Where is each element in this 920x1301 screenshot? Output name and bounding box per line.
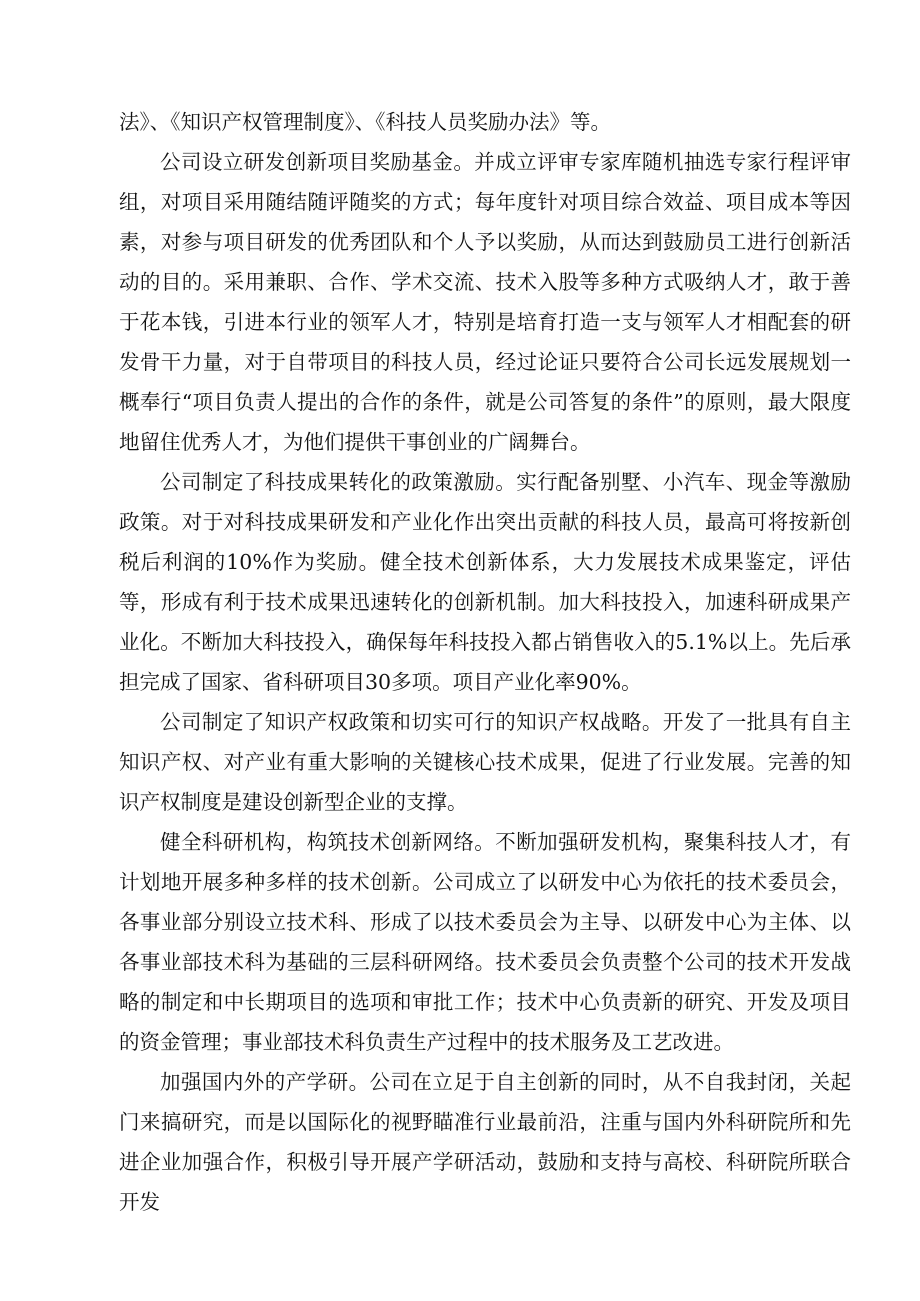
paragraph-rd-reward-fund: 公司设立研发创新项目奖励基金。并成立评审专家库随机抽选专家行程评审组，对项目采用随结随评随奖的方式；每年度针对项目综合效益、项目成本等因素，对参与项目研发的优秀团队和个人予以奖励，从而达到鼓励员工进行创新活动的目的。采用兼职、合作、学术交流、技术入股等多种方式吸纳人才，敢于善于花本钱，引进本行业的领军人才，特别是培育打造一支与领军人才相配套的研发骨干力量，对于自带项目的科技人员，经过论证只要符合公司长远发展规划一概奉行“项目负责人提出的合作的条件，就是公司答复的条件”的原则，最大限度地留住优秀人才，为他们提供干事创业的广阔舞台。 xyxy=(119,150,851,454)
paragraph-tech-transfer-incentives: 公司制定了科技成果转化的政策激励。实行配备别墅、小汽车、现金等激励政策。对于对科技成果研发和产业化作出突出贡献的科技人员，最高可将按新创税后利润的10%作为奖励。健全技术创新体系，大力发展技术成果鉴定，评估等，形成有利于技术成果迅速转化的创新机制。加大科技投入，加速科研成果产业化。不断加大科技投入，确保每年科技投入都占销售收入的5.1%以上。先后承担完成了国家、省科研项目30多项。项目产业化率90%。 xyxy=(119,470,851,694)
paragraph-ip-strategy: 公司制定了知识产权政策和切实可行的知识产权战略。开发了一批具有自主知识产权、对产业有重大影响的关键核心技术成果，促进了行业发展。完善的知识产权制度是建设创新型企业的支撑。 xyxy=(119,710,851,814)
paragraph-continuation: 法》、《知识产权管理制度》、《科技人员奖励办法》等。 xyxy=(119,110,611,134)
paragraph-research-network: 健全科研机构，构筑技术创新网络。不断加强研发机构，聚集科技人才，有计划地开展多种多样的技术创新。公司成立了以研发中心为依托的技术委员会，各事业部分别设立技术科、形成了以技术委员会为主导、以研发中心为主体、以各事业部技术科为基础的三层科研网络。技术委员会负责整个公司的技术开发战略的制定和中长期项目的选项和审批工作；技术中心负责新的研究、开发及项目的资金管理；事业部技术科负责生产过程中的技术服务及工艺改进。 xyxy=(119,830,851,1054)
paragraph-industry-university-research: 加强国内外的产学研。公司在立足于自主创新的同时，从不自我封闭，关起门来搞研究，而是以国际化的视野瞄准行业最前沿，注重与国内外科研院所和先进企业加强合作，积极引导开展产学研活动，鼓励和支持与高校、科研院所联合开发 xyxy=(119,1070,851,1214)
document-body xyxy=(119,102,851,1222)
